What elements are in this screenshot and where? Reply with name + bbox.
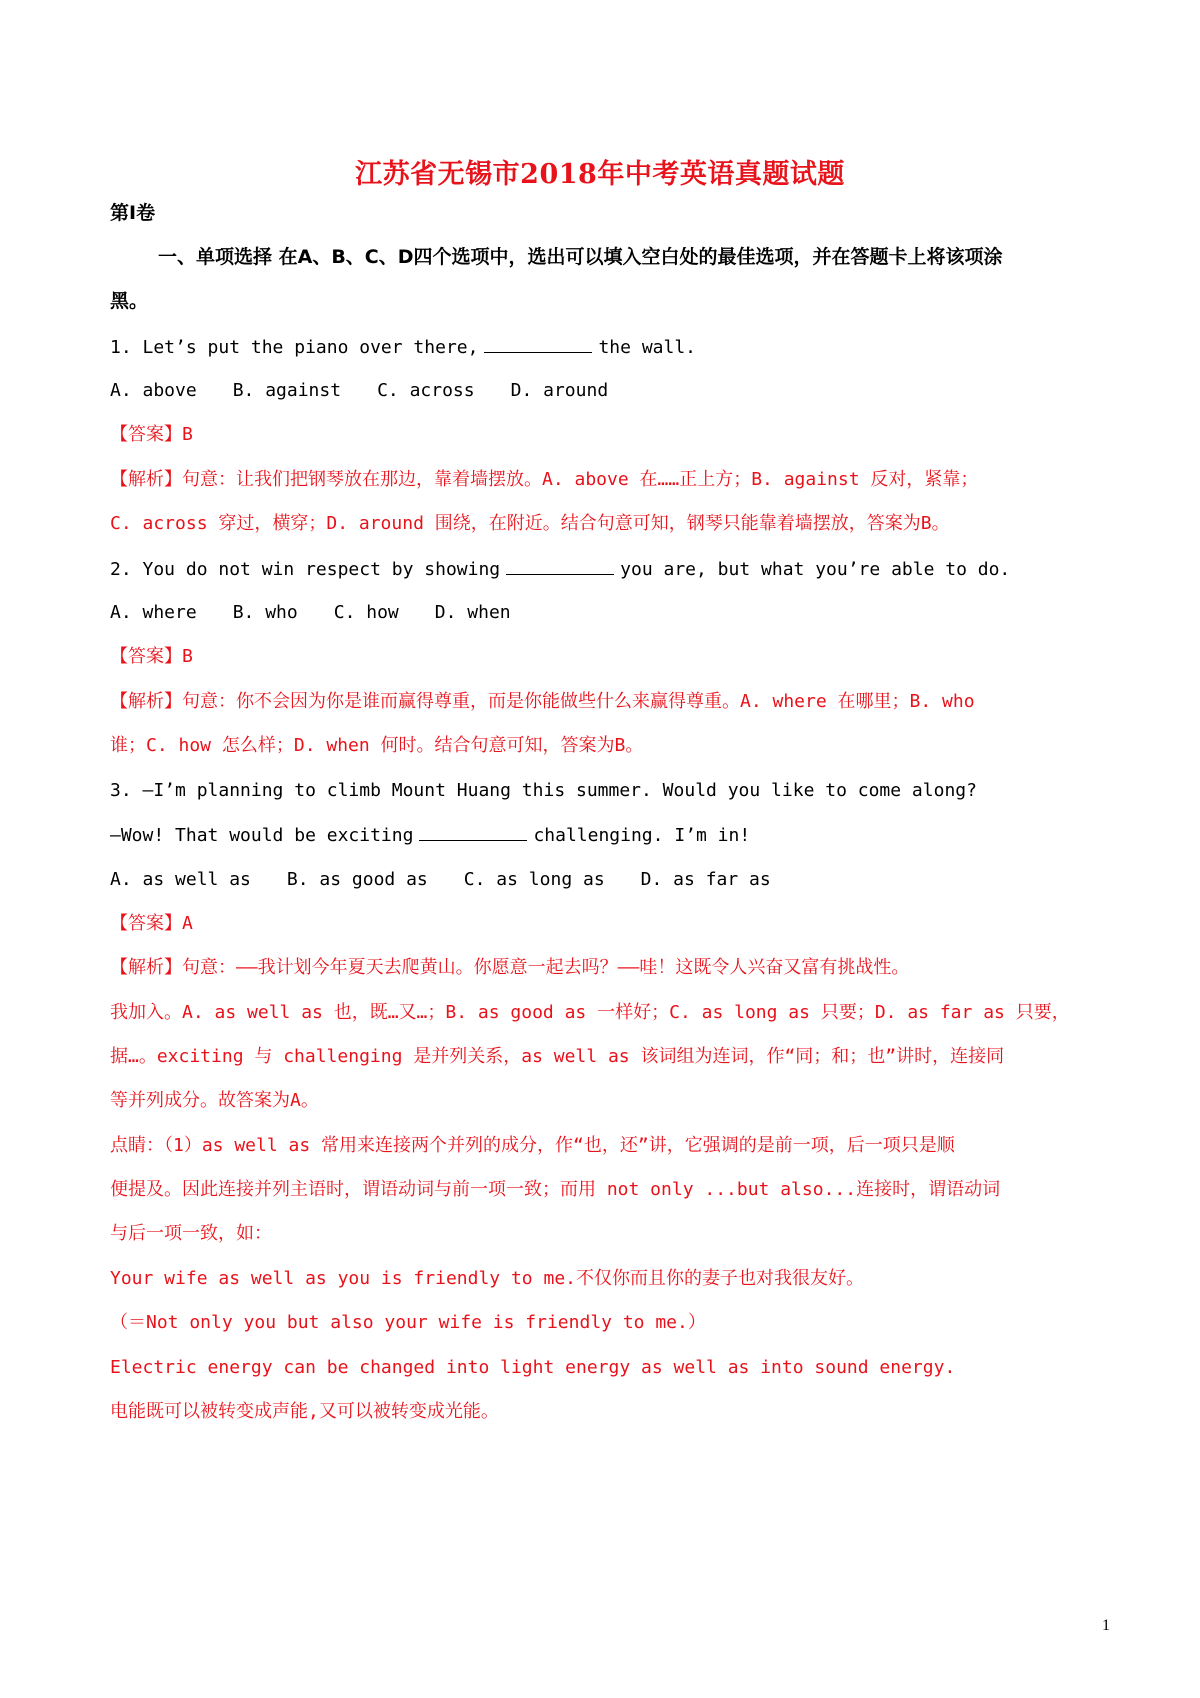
option-a: A. where xyxy=(110,602,197,623)
question-1-stem-end: the wall. xyxy=(598,337,697,358)
question-3-analysis-4: 等并列成分。故答案为A。 xyxy=(110,1090,319,1111)
question-2-answer: 【答案】B xyxy=(110,646,193,667)
option-c: C. as long as xyxy=(463,869,605,890)
question-3-stem-end: challenging. I’m in! xyxy=(533,825,751,846)
instruction-line-1: 一、单项选择 在A、B、C、D四个选项中，选出可以填入空白处的最佳选项，并在答题卡上将该项涂 xyxy=(158,246,1003,268)
question-3-options xyxy=(110,867,1100,893)
question-3-analysis-1: 【解析】句意：——我计划今年夏天去爬黄山。你愿意一起去吗？——哇！这既令人兴奋又富有挑战性。 xyxy=(110,957,910,978)
question-3-tip-2: 便提及。因此连接并列主语时，谓语动词与前一项一致；而用 not only ...but also...连接时，谓语动词 xyxy=(110,1179,1001,1200)
section-heading: 第Ⅰ卷 xyxy=(110,202,156,224)
question-2-analysis-2: 谁；C. how 怎么样；D. when 何时。结合句意可知，答案为B。 xyxy=(110,735,644,756)
question-1-stem xyxy=(110,334,1100,361)
question-3-stem-start: —Wow! That would be exciting xyxy=(110,825,414,846)
example-1-alternative: （＝Not only you but also your wife is friendly to me.） xyxy=(110,1312,706,1333)
question-1-stem-start: 1. Let’s put the piano over there, xyxy=(110,337,479,358)
answer-blank xyxy=(484,334,592,353)
question-1-analysis-1: 【解析】句意：让我们把钢琴放在那边，靠着墙摆放。A. above 在……正上方；B. against 反对，紧靠； xyxy=(110,469,979,490)
question-2-stem-start: 2. You do not win respect by showing xyxy=(110,559,501,580)
question-3-tip-1: 点睛：（1）as well as 常用来连接两个并列的成分，作“也，还”讲，它强调的是前一项，后一项只是顺 xyxy=(110,1135,955,1156)
page-number: 1 xyxy=(1102,1617,1110,1634)
option-a: A. above xyxy=(110,380,197,401)
answer-blank xyxy=(419,822,527,841)
question-3-stem-2 xyxy=(110,822,1100,849)
question-3-tip-3: 与后一项一致，如： xyxy=(110,1223,272,1244)
page-title: 江苏省无锡市2018年中考英语真题试题 xyxy=(355,159,845,190)
question-1-answer: 【答案】B xyxy=(110,424,193,445)
option-b: B. against xyxy=(232,380,342,401)
example-2-translation: 电能既可以被转变成声能,又可以被转变成光能。 xyxy=(110,1401,499,1422)
answer-blank xyxy=(506,556,614,575)
option-a: A. as well as xyxy=(110,869,251,890)
option-d: D. when xyxy=(434,602,511,623)
option-c: C. across xyxy=(377,380,475,401)
question-3-stem-1: 3. —I’m planning to climb Mount Huang this summer. Would you like to come along? xyxy=(110,780,977,801)
question-2-analysis-1: 【解析】句意：你不会因为你是谁而赢得尊重，而是你能做些什么来赢得尊重。A. where 在哪里；B. who xyxy=(110,691,975,712)
question-3-answer: 【答案】A xyxy=(110,913,193,934)
instruction-line-2: 黑。 xyxy=(110,290,149,312)
question-1-options xyxy=(110,378,1100,404)
question-3-analysis-3: 据…。exciting 与 challenging 是并列关系，as well as 该词组为连词，作“同；和；也”讲时，连接同 xyxy=(110,1046,1005,1067)
option-d: D. around xyxy=(510,380,609,401)
example-2-sentence: Electric energy can be changed into light energy as well as into sound energy. xyxy=(110,1357,956,1378)
option-d: D. as far as xyxy=(640,869,771,890)
option-b: B. who xyxy=(232,602,298,623)
question-3-analysis-2: 我加入。A. as well as 也，既…又…；B. as good as 一样好；C. as long as 只要；D. as far as 只要， xyxy=(110,1002,1070,1023)
question-1-analysis-2: C. across 穿过，横穿；D. around 围绕，在附近。结合句意可知，钢琴只能靠着墙摆放，答案为B。 xyxy=(110,513,950,534)
question-2-stem xyxy=(110,556,1100,583)
example-1-sentence: Your wife as well as you is friendly to me.不仅你而且你的妻子也对我很友好。 xyxy=(110,1268,864,1289)
question-2-stem-end: you are, but what you’re able to do. xyxy=(620,559,1011,580)
option-c: C. how xyxy=(333,602,399,623)
question-2-options xyxy=(110,600,1100,626)
option-b: B. as good as xyxy=(286,869,428,890)
